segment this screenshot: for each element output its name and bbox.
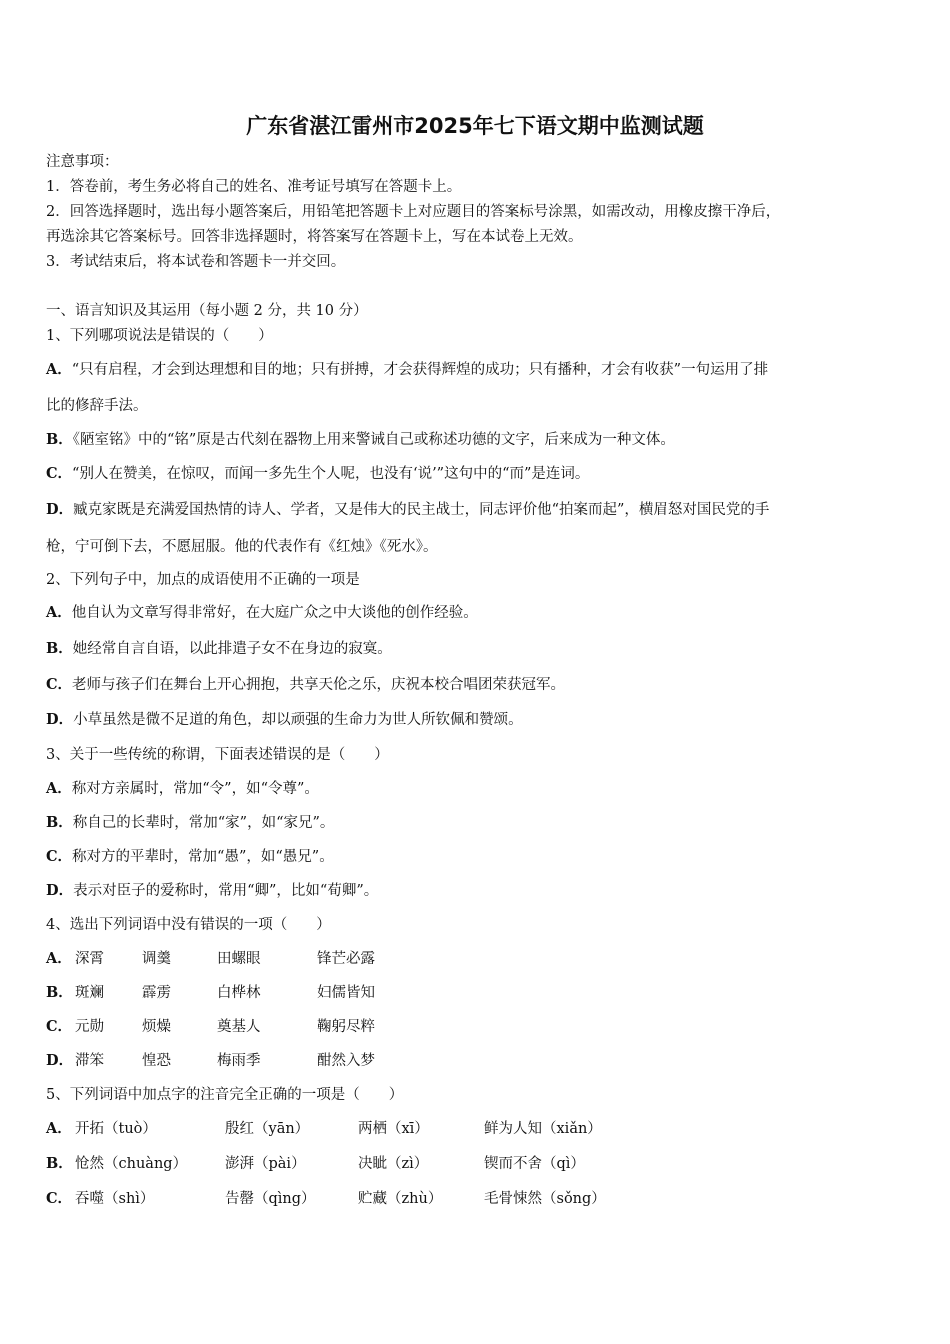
q5-word: 鲜为人知（xiǎn） bbox=[484, 1121, 602, 1137]
q5-word: 吞噬（shì） bbox=[75, 1191, 155, 1207]
q1-option-d-cont: 枪，宁可倒下去，不愿屈服。他的代表作有《红烛》《死水》。 bbox=[46, 539, 438, 555]
q5-stem: 5、下列词语中加点字的注音完全正确的一项是（ ） bbox=[46, 1087, 404, 1103]
option-letter: A． bbox=[46, 361, 72, 378]
q1-option-d bbox=[46, 500, 769, 520]
q4-word: 田螺眼 bbox=[217, 951, 261, 967]
q2-stem: 2、下列句子中，加点的成语使用不正确的一项是 bbox=[46, 572, 360, 588]
q3-option-d bbox=[46, 881, 378, 901]
option-letter: D． bbox=[46, 501, 74, 518]
q5-word: 毛骨悚然（sǒng） bbox=[484, 1191, 606, 1207]
notice-heading: 注意事项： bbox=[46, 154, 119, 170]
page-title: 广东省湛江雷州市2025年七下语文期中监测试题 bbox=[246, 114, 704, 138]
option-text: 称自己的长辈时，常加“家”，如“家兄”。 bbox=[72, 815, 335, 831]
option-letter: C． bbox=[46, 676, 73, 693]
q3-option-b bbox=[46, 813, 334, 833]
q5-word: 贮藏（zhù） bbox=[358, 1191, 443, 1207]
q4-word: 奠基人 bbox=[217, 1019, 261, 1035]
option-text: “只有启程，才会到达理想和目的地；只有拼搏，才会获得辉煌的成功；只有播种，才会有收获”一句运用了排 bbox=[71, 362, 769, 378]
q4-option-letter: C． bbox=[46, 1018, 73, 1035]
q4-word: 元勋 bbox=[75, 1019, 104, 1035]
section-heading: 一、语言知识及其运用（每小题 2 分，共 10 分） bbox=[46, 303, 368, 319]
q4-word: 白桦林 bbox=[217, 985, 261, 1001]
q3-stem: 3、关于一些传统的称谓，下面表述错误的是（ ） bbox=[46, 747, 389, 763]
q4-option-letter: D． bbox=[46, 1052, 74, 1069]
option-letter: D． bbox=[46, 882, 74, 899]
q4-word: 妇儒皆知 bbox=[317, 985, 375, 1001]
option-letter: C． bbox=[46, 465, 73, 482]
option-letter: A． bbox=[46, 780, 72, 797]
notice-item-2: 2．回答选择题时，选出每小题答案后，用铅笔把答题卡上对应题目的答案标号涂黑，如需改动，用橡皮擦干净后， bbox=[46, 204, 781, 220]
q5-word: 两栖（xī） bbox=[358, 1121, 429, 1137]
q5-option-letter: A． bbox=[46, 1120, 72, 1137]
q5-word: 怆然（chuàng） bbox=[75, 1156, 188, 1172]
q1-option-c bbox=[46, 464, 589, 484]
option-text: 臧克家既是充满爱国热情的诗人、学者，又是伟大的民主战士，同志评价他“拍案而起”，横眉怒对国民党的手 bbox=[73, 502, 770, 518]
q4-stem: 4、选出下列词语中没有错误的一项（ ） bbox=[46, 917, 331, 933]
q1-option-a-cont: 比的修辞手法。 bbox=[46, 398, 148, 414]
q4-word: 烦燥 bbox=[142, 1019, 171, 1035]
q5-word: 决眦（zì） bbox=[358, 1156, 429, 1172]
q5-word: 告罄（qìng） bbox=[225, 1191, 316, 1207]
q5-option-letter: B． bbox=[46, 1155, 73, 1172]
option-text: 小草虽然是微不足道的角色，却以顽强的生命力为世人所钦佩和赞颂。 bbox=[73, 712, 523, 728]
option-letter: B． bbox=[46, 814, 73, 831]
option-letter: B． bbox=[46, 431, 73, 448]
q4-word: 霹雳 bbox=[142, 985, 171, 1001]
q4-word: 梅雨季 bbox=[217, 1053, 261, 1069]
q4-word: 滞笨 bbox=[75, 1053, 104, 1069]
q1-stem: 1、下列哪项说法是错误的（ ） bbox=[46, 328, 273, 344]
notice-item-1: 1．答卷前，考生务必将自己的姓名、准考证号填写在答题卡上。 bbox=[46, 179, 462, 195]
q5-word: 开拓（tuò） bbox=[75, 1121, 157, 1137]
q1-option-b bbox=[46, 430, 675, 450]
q4-word: 调羹 bbox=[142, 951, 171, 967]
option-text: 老师与孩子们在舞台上开心拥抱，共享天伦之乐，庆祝本校合唱团荣获冠军。 bbox=[72, 677, 566, 693]
q4-word: 鞠躬尽粹 bbox=[317, 1019, 375, 1035]
option-letter: B． bbox=[46, 640, 73, 657]
option-letter: C． bbox=[46, 848, 73, 865]
q5-word: 殷红（yān） bbox=[225, 1121, 310, 1137]
option-text: 她经常自言自语，以此排遣子女不在身边的寂寞。 bbox=[72, 641, 392, 657]
q4-option-letter: A． bbox=[46, 950, 72, 967]
q1-option-a bbox=[46, 360, 768, 380]
option-text: 《陋室铭》中的“铭”原是古代刻在器物上用来警诫自己或称述功德的文字，后来成为一种文体。 bbox=[72, 432, 675, 448]
q4-word: 深霄 bbox=[75, 951, 104, 967]
notice-item-2-cont: 再选涂其它答案标号。回答非选择题时，将答案写在答题卡上，写在本试卷上无效。 bbox=[46, 229, 583, 245]
option-text: 表示对臣子的爱称时，常用“卿”，比如“荀卿”。 bbox=[73, 883, 379, 899]
q4-option-letter: B． bbox=[46, 984, 73, 1001]
option-text: 他自认为文章写得非常好，在大庭广众之中大谈他的创作经验。 bbox=[71, 605, 478, 621]
q4-word: 酣然入梦 bbox=[317, 1053, 375, 1069]
q4-word: 锋芒必露 bbox=[317, 951, 375, 967]
q3-option-a bbox=[46, 779, 319, 799]
notice-item-3: 3．考试结束后，将本试卷和答题卡一并交回。 bbox=[46, 254, 346, 270]
q2-option-b bbox=[46, 639, 392, 659]
option-text: 称对方的平辈时，常加“愚”，如“愚兄”。 bbox=[72, 849, 334, 865]
q4-word: 斑斓 bbox=[75, 985, 104, 1001]
option-text: “别人在赞美，在惊叹，而闻一多先生个人呢，也没有‘说’”这句中的“而”是连词。 bbox=[72, 466, 590, 482]
q3-option-c bbox=[46, 847, 334, 867]
q5-word: 澎湃（pài） bbox=[225, 1156, 306, 1172]
q2-option-a bbox=[46, 603, 478, 623]
option-letter: A． bbox=[46, 604, 72, 621]
q4-word: 惶恐 bbox=[142, 1053, 171, 1069]
q5-option-letter: C． bbox=[46, 1190, 73, 1207]
q2-option-c bbox=[46, 675, 565, 695]
q5-word: 锲而不舍（qì） bbox=[484, 1156, 585, 1172]
option-letter: D． bbox=[46, 711, 74, 728]
option-text: 称对方亲属时，常加“令”，如“令尊”。 bbox=[71, 781, 319, 797]
q2-option-d bbox=[46, 710, 523, 730]
